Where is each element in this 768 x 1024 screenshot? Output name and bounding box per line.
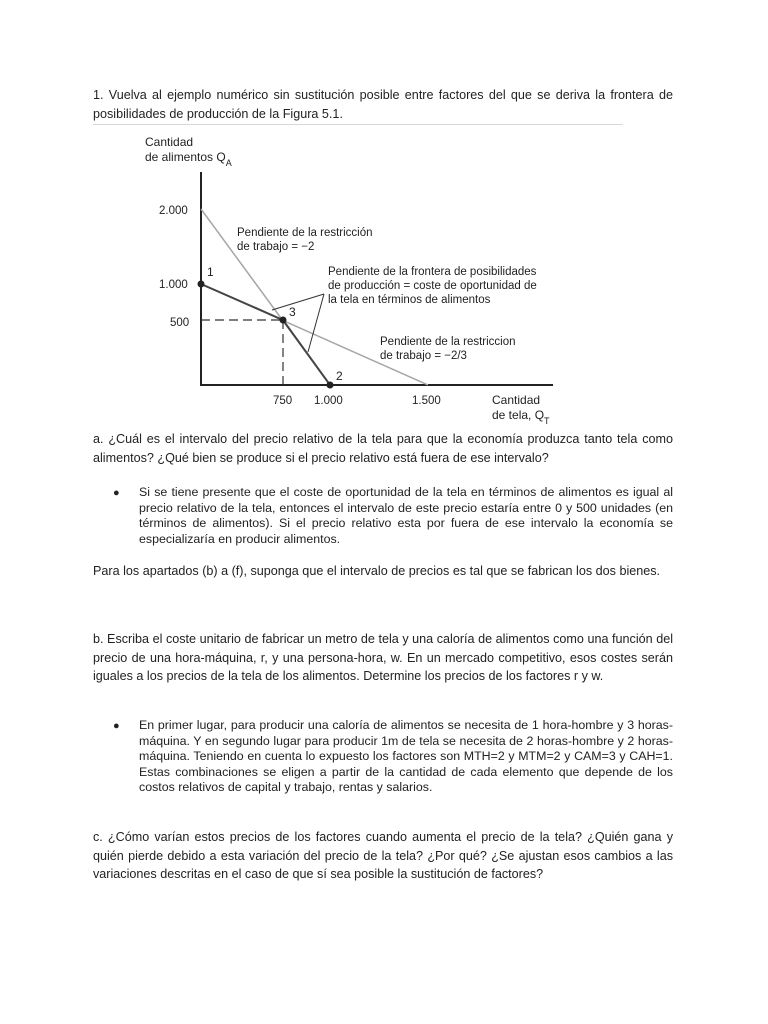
annotation-slope-2-3-line2: de trabajo = −2/3 <box>380 350 467 362</box>
answer-b-text: En primer lugar, para producir una caloría de alimentos se necesita de 1 hora-hombre y 3 horas-máquina. Y en segundo lugar para producir 1m de tela se necesita de 2 horas-hombre y 2 horas-máquina. Teniendo en cuenta lo expuesto los factores son MTH=2 y MTM=2 y CAM=3 y CAH=1. Estas combinaciones se eligen a partir de la cantidad de cada elemento que depende de los costos relativos de capital y trabajo, rentas y salarios. <box>139 718 673 795</box>
point-label-1: 1 <box>207 265 214 279</box>
point-label-3: 3 <box>289 305 296 319</box>
y-axis-title-line2: de alimentos $Q_A$ <box>145 150 232 168</box>
answer-b-bullet <box>113 718 673 796</box>
annotation-frontier-line1: Pendiente de la frontera de posibilidades <box>328 266 537 278</box>
y-tick-1000: 1.000 <box>159 279 188 291</box>
point-1 <box>198 281 205 288</box>
question-1-text: 1. Vuelva al ejemplo numérico sin sustitución posible entre factores del que se deriva la frontera de posibilidades de producción de la Figura 5.1. <box>93 88 673 121</box>
answer-a-bullet <box>113 485 673 547</box>
x-tick-750: 750 <box>273 395 293 407</box>
annotation-pointer-a <box>272 294 324 310</box>
note-text: Para los apartados (b) a (f), suponga que el intervalo de precios es tal que se fabrican los dos bienes. <box>93 564 661 578</box>
annotation-slope-2-line1: Pendiente de la restricción <box>237 227 373 239</box>
x-axis-title-line1: Cantidad <box>492 393 541 407</box>
y-tick-500: 500 <box>170 317 190 329</box>
answer-a-text: Si se tiene presente que el coste de oportunidad de la tela en términos de alimentos es igual al precio relativo de la tela, entonces el intervalo de este precio estaría entre 0 y 500 unidades (en términos de alimentos). Si el precio relativo esta por fuera de ese intervalo la economía se especializaría en producir alimentos. <box>139 485 673 546</box>
y-axis-title-line1: Cantidad <box>145 135 194 149</box>
annotation-slope-2-line2: de trabajo = −2 <box>237 241 315 253</box>
annotation-slope-2-3-line1: Pendiente de la restriccion <box>380 336 516 348</box>
annotation-pointer-b <box>308 294 324 352</box>
annotation-frontier-line3: la tela en términos de alimentos <box>328 294 491 306</box>
question-c-text: c. ¿Cómo varían estos precios de los factores cuando aumenta el precio de la tela? ¿Quién gana y quién pierde debido a esta variación del precio de la tela? ¿Por qué? ¿Se ajustan esos cambios a las variaciones descritas en el caso de que sí sea posible la sustitución de factores? <box>93 830 673 881</box>
production-possibilities-frontier <box>201 284 330 385</box>
y-tick-2000: 2.000 <box>159 205 188 217</box>
figure-5-1-chart <box>0 0 768 430</box>
x-axis-title-line2: de tela, $Q_T$ <box>492 408 550 426</box>
bullet-icon: ● <box>113 487 120 499</box>
question-a-text: a. ¿Cuál es el intervalo del precio relativo de la tela para que la economía produzca tanto tela como alimentos? ¿Qué bien se produce si el precio relativo está fuera de ese intervalo? <box>93 432 673 465</box>
x-tick-1500: 1.500 <box>412 395 441 407</box>
question-b-text: b. Escriba el coste unitario de fabricar un metro de tela y una caloría de alimentos como una función del precio de una hora-máquina, r, y una persona-hora, w. En un mercado competitivo, esos costes serán iguales a los precios de la tela de los alimentos. Determine los precios de los factores r y w. <box>93 632 673 683</box>
point-label-2: 2 <box>336 369 343 383</box>
annotation-frontier-line2: de producción = coste de oportunidad de <box>328 280 537 292</box>
point-3 <box>280 317 287 324</box>
x-tick-1000: 1.000 <box>314 395 343 407</box>
bullet-icon: ● <box>113 720 120 732</box>
point-2 <box>327 382 334 389</box>
